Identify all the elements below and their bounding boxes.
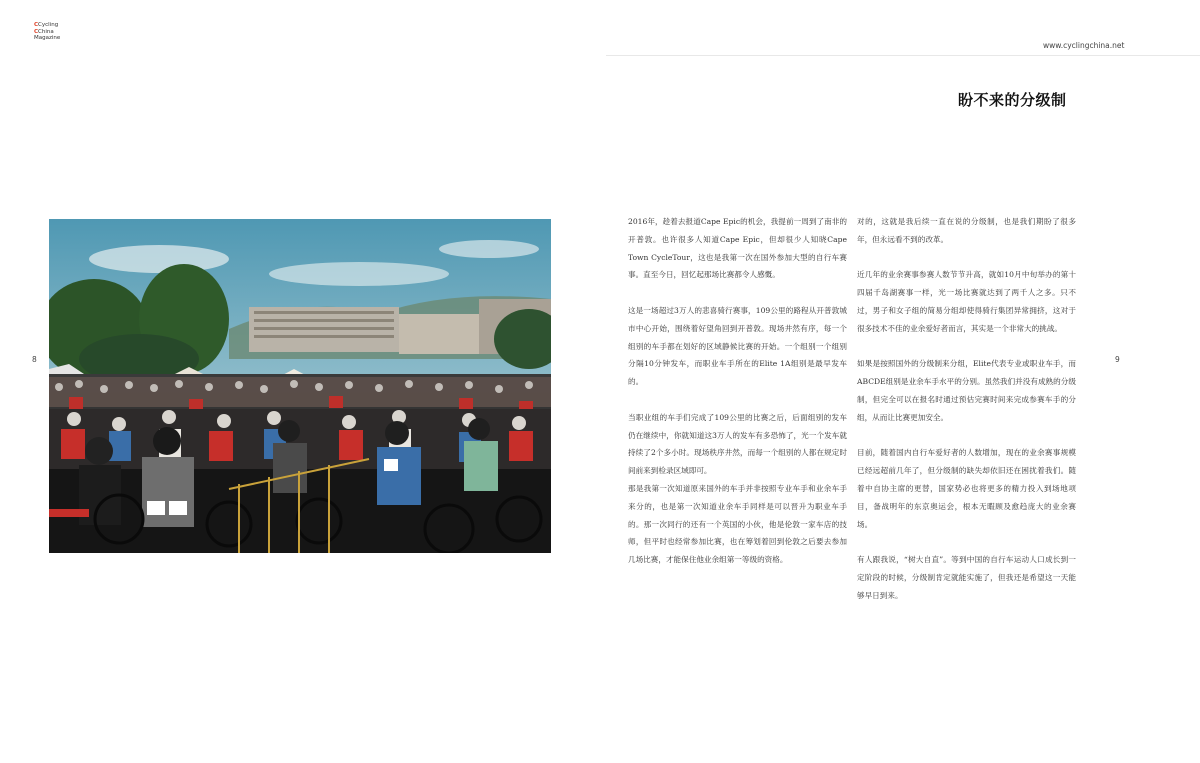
paragraph-1: 2016年，趁着去报道Cape Epic的机会，我提前一周到了南非的开普敦。也许很多人知道Cape Epic，但却很少人知晓Cape Town CycleTour，这也是我第一次在国外参加大型的自行车赛事。直至今日，回忆起那场比赛都令人感慨。: [628, 217, 847, 280]
paragraph-6: 近几年的业余赛事参赛人数节节升高，就如10月中旬举办的第十四届千岛湖赛事一样，光一场比赛就达到了两千人之多。只不过，男子和女子组的简易分组却使得骑行集团异常拥挤，这对于很多技术不佳的业余爱好者而言，其实是一个非常大的挑战。: [857, 270, 1076, 333]
logo-line-3: Magazine: [34, 35, 61, 41]
header-divider: [606, 55, 1200, 56]
cyclists-crowd-photo: [49, 219, 551, 553]
paragraph-3: 当职业组的车手们完成了109公里的比赛之后，后面组别的发车仍在继续中，你就知道这3万人的发车有多恐怖了，光一个发车就持续了2个多小时。现场秩序井然，而每一个组别的人都在规定时间前来到检录区域即可。: [628, 412, 847, 476]
section-title: 盼不来的分级制: [958, 91, 1067, 109]
paragraph-9: 有人跟我说，“树大自直”。等到中国的自行车运动人口成长到一定阶段的时候，分级制肯定就能实施了，但我还是希望这一天能够早日到来。: [857, 555, 1076, 600]
magazine-logo: [34, 22, 60, 42]
paragraph-8: 目前，随着国内自行车爱好者的人数增加，现在的业余赛事规模已经远超前几年了，但分级制的缺失却依旧还在困扰着我们。随着中自协主席的更替，国家势必也将更多的精力投入到场地项目，备战明年的东京奥运会，根本无暇顾及愈趋庞大的业余赛场。: [857, 448, 1076, 529]
article-column-2: [857, 213, 1076, 622]
page-number-left: 8: [32, 355, 37, 364]
logo-line-1: CCycling: [34, 22, 59, 28]
website-url: www.cyclingchina.net: [1043, 41, 1125, 50]
paragraph-2: 这是一场超过3万人的悲喜骑行赛事，109公里的路程从开普敦城市中心开始，围绕着好望角回到开普敦。现场井然有序，每一个组别的车手都在划好的区域静候比赛的开始。一个组别一个组别分隔10分钟发车，而职业车手所在的Elite 1A组别是最早发车的。: [628, 305, 847, 387]
logo-line-2: CChina: [34, 28, 54, 35]
paragraph-4: 那是我第一次知道原来国外的车手并非按照专业车手和业余车手来分的，也是第一次知道业余车手同样是可以晋升为职业车手的。那一次同行的还有一个英国的小伙，他是伦敦一家车店的技师，但平时也经常参加比赛，也在筹划着回到伦敦之后要去参加几场比赛，才能保住他业余组第一等级的资格。: [628, 483, 847, 565]
paragraph-5: 对的，这就是我后续一直在说的分级制，也是我们期盼了很多年，但永远看不到的改革。: [857, 217, 1076, 244]
paragraph-7: 如果是按照国外的分级制来分组，Elite代表专业或职业车手，而ABCDE组别是业余车手水平的分别。虽然我们并没有成熟的分级制，但完全可以在报名时通过预估完赛时间来完成参赛车手的分组，从而让比赛更加安全。: [857, 359, 1076, 422]
page-number-right: 9: [1115, 355, 1120, 364]
article-column-1: [628, 213, 847, 587]
photo-illustration: [49, 219, 551, 553]
